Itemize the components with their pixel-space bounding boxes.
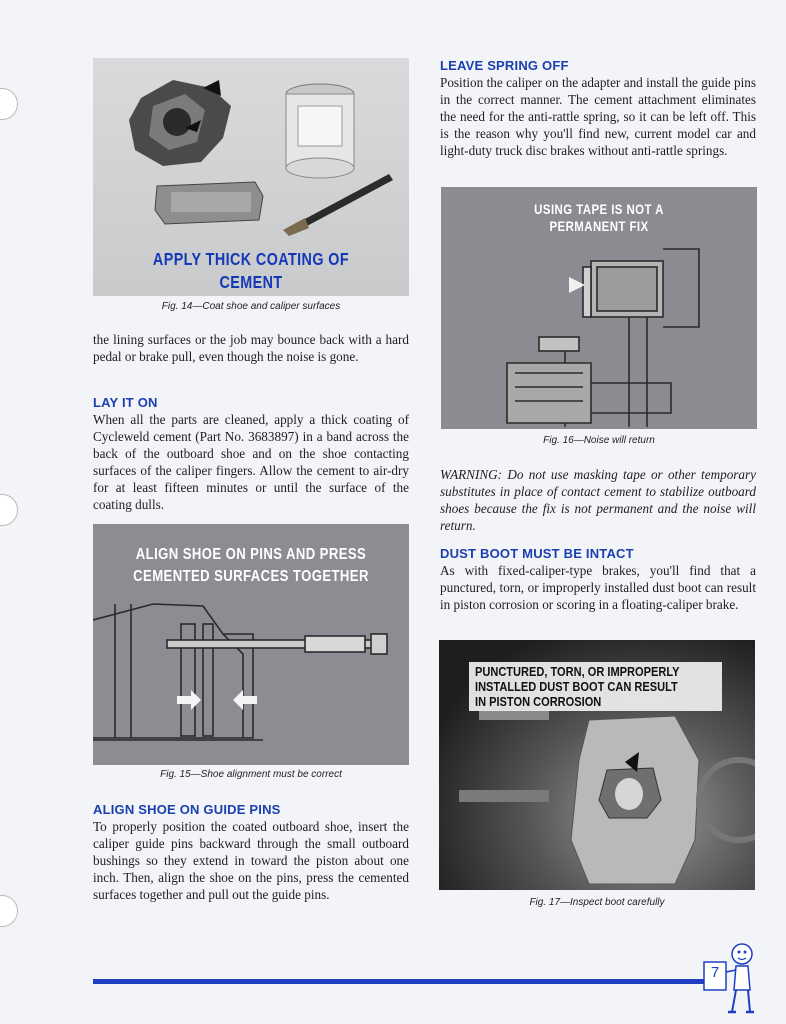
fig14-overlay-line1: APPLY THICK COATING OF CEMENT — [152, 249, 350, 292]
heading-dust-boot-must-be-intact: DUST BOOT MUST BE INTACT — [440, 546, 634, 561]
figure-16-caption: Fig. 16—Noise will return — [543, 435, 655, 446]
fig15-overlay-line2: CEMENTED SURFACES TOGETHER — [133, 568, 369, 585]
figure-14-photo — [93, 58, 409, 296]
page-number: 7 — [710, 964, 720, 981]
lay-it-on-text: When all the parts are cleaned, apply a thick coating of Cycleweld cement (Part No. 3683897) in a band across the back of the outboard shoe and on the shoe contacting surfaces of the caliper fingers. Allow the cement to air-dry for at least fifteen minutes or until the surface of the coating dulls. — [93, 412, 409, 512]
fig15-overlay-line1: ALIGN SHOE ON PINS AND PRESS — [135, 546, 367, 563]
fig17-overlay-line3: IN PISTON CORROSION — [475, 694, 602, 709]
binder-hole-middle — [0, 494, 18, 526]
dust-boot-text: As with fixed-caliper-type brakes, you'll find that a punctured, torn, or improperly installed dust boot can result in piston corrosion or scoring in a floating-caliper brake. — [440, 563, 756, 612]
figure-15-illustration — [93, 524, 409, 765]
fig17-overlay-line1: PUNCTURED, TORN, OR IMPROPERLY — [475, 664, 680, 679]
heading-lay-it-on: LAY IT ON — [93, 395, 158, 410]
warning-paragraph — [440, 466, 756, 534]
fig17-overlay-line2: INSTALLED DUST BOOT CAN RESULT — [475, 679, 678, 694]
binder-hole-bottom — [0, 895, 18, 927]
heading-align-shoe-on-guide-pins: ALIGN SHOE ON GUIDE PINS — [93, 802, 281, 817]
footer-rule — [93, 979, 723, 984]
fig14-overlay-line2 — [121, 294, 380, 296]
warning-text: Do not use masking tape or other temporary substitutes in place of contact cement to stabilize outboard shoes because the fix is not permanent and the noise will return. — [440, 467, 756, 533]
figure-17-caption: Fig. 17—Inspect boot carefully — [529, 897, 665, 908]
fig16-overlay-line2: PERMANENT FIX — [549, 218, 649, 234]
left-paragraph-continued: the lining surfaces or the job may bounce back with a hard pedal or brake pull, even though the noise is gone. — [93, 332, 409, 364]
figure-14-caption: Fig. 14—Coat shoe and caliper surfaces — [161, 301, 341, 312]
figure-16-illustration — [441, 187, 757, 429]
binder-hole-top — [0, 88, 18, 120]
figure-15-caption: Fig. 15—Shoe alignment must be correct — [160, 769, 342, 780]
figure-17-photo — [439, 640, 755, 890]
warning-label: WARNING: — [440, 467, 503, 482]
heading-leave-spring-off: LEAVE SPRING OFF — [440, 58, 569, 73]
align-shoe-text: To properly position the coated outboard shoe, insert the caliper guide pins backward through the small outboard bushings so they extend in toward the piston about one inch. Then, align the shoe on the pins, press the cemented surfaces together and pull out the guide pins. — [93, 819, 409, 902]
page-mascot — [700, 940, 762, 1016]
fig16-overlay-line1: USING TAPE IS NOT A — [534, 201, 664, 217]
leave-spring-text: Position the caliper on the adapter and install the guide pins in the correct manner. The cement attachment eliminates the need for the anti-rattle spring, so it can be left off. This is the reason why you'll find new, current model car and light-duty truck disc brakes without anti-rattle springs. — [440, 75, 756, 158]
